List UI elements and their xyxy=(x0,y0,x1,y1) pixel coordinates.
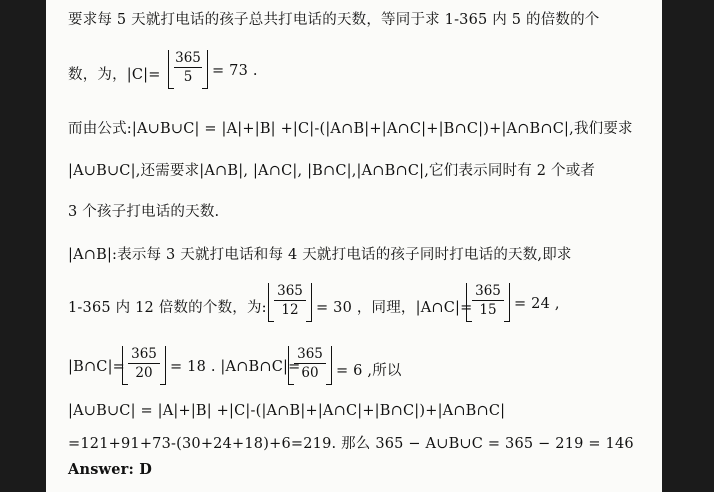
text-line-8-middle: = 18 . |A∩B∩C|= xyxy=(170,359,301,375)
text-line-8-suffix: = 6 ,所以 xyxy=(336,363,402,379)
fraction-365-over-5 xyxy=(168,50,208,90)
fraction-denominator: 60 xyxy=(301,365,319,381)
text-line-7-middle: = 30 ，同理，|A∩C|= xyxy=(316,300,473,316)
text-line-4: |A∪B∪C|,还需要求|A∩B|, |A∩C|, |B∩C|,|A∩B∩C|,它们表示同时有 2 个或者 xyxy=(68,163,596,179)
fraction-365-over-15 xyxy=(466,283,510,323)
text-line-6: |A∩B|:表示每 3 天就打电话和每 4 天就打电话的孩子同时打电话的天数,即求 xyxy=(68,247,572,263)
fraction-numerator: 365 xyxy=(131,346,157,362)
fraction-numerator: 365 xyxy=(297,346,323,362)
text-line-7-suffix: = 24 , xyxy=(514,296,560,312)
text-line-5: 3 个孩子打电话的天数. xyxy=(68,204,220,220)
fraction-numerator: 365 xyxy=(277,283,303,299)
text-line-1: 要求每 5 天就打电话的孩子总共打电话的天数，等同于求 1-365 内 5 的倍数的个 xyxy=(68,12,600,28)
fraction-365-over-12 xyxy=(268,283,312,323)
fraction-numerator: 365 xyxy=(175,50,201,66)
text-line-7-prefix: 1-365 内 12 倍数的个数，为: xyxy=(68,300,267,316)
text-line-2-suffix: = 73 . xyxy=(212,63,258,79)
fraction-numerator: 365 xyxy=(475,283,501,299)
text-line-10: =121+91+73-(30+24+18)+6=219. 那么 365 − A∪B∪C = 365 − 219 = 146 xyxy=(68,436,634,452)
text-line-3: 而由公式:|A∪B∪C| = |A|+|B| +|C|-(|A∩B|+|A∩C|+|B∩C|)+|A∩B∩C|,我们要求 xyxy=(68,121,633,137)
text-line-8-prefix: |B∩C|= xyxy=(68,359,126,375)
fraction-365-over-20 xyxy=(122,346,166,386)
text-line-2-prefix: 数，为，|C|= xyxy=(68,67,161,83)
fraction-denominator: 12 xyxy=(281,302,299,318)
fraction-365-over-60 xyxy=(288,346,332,386)
text-line-9: |A∪B∪C| = |A|+|B| +|C|-(|A∩B|+|A∩C|+|B∩C|)+|A∩B∩C| xyxy=(68,403,506,419)
fraction-denominator: 15 xyxy=(479,302,497,318)
fraction-denominator: 20 xyxy=(135,365,153,381)
answer-label: Answer: D xyxy=(68,461,153,478)
fraction-denominator: 5 xyxy=(183,69,193,85)
